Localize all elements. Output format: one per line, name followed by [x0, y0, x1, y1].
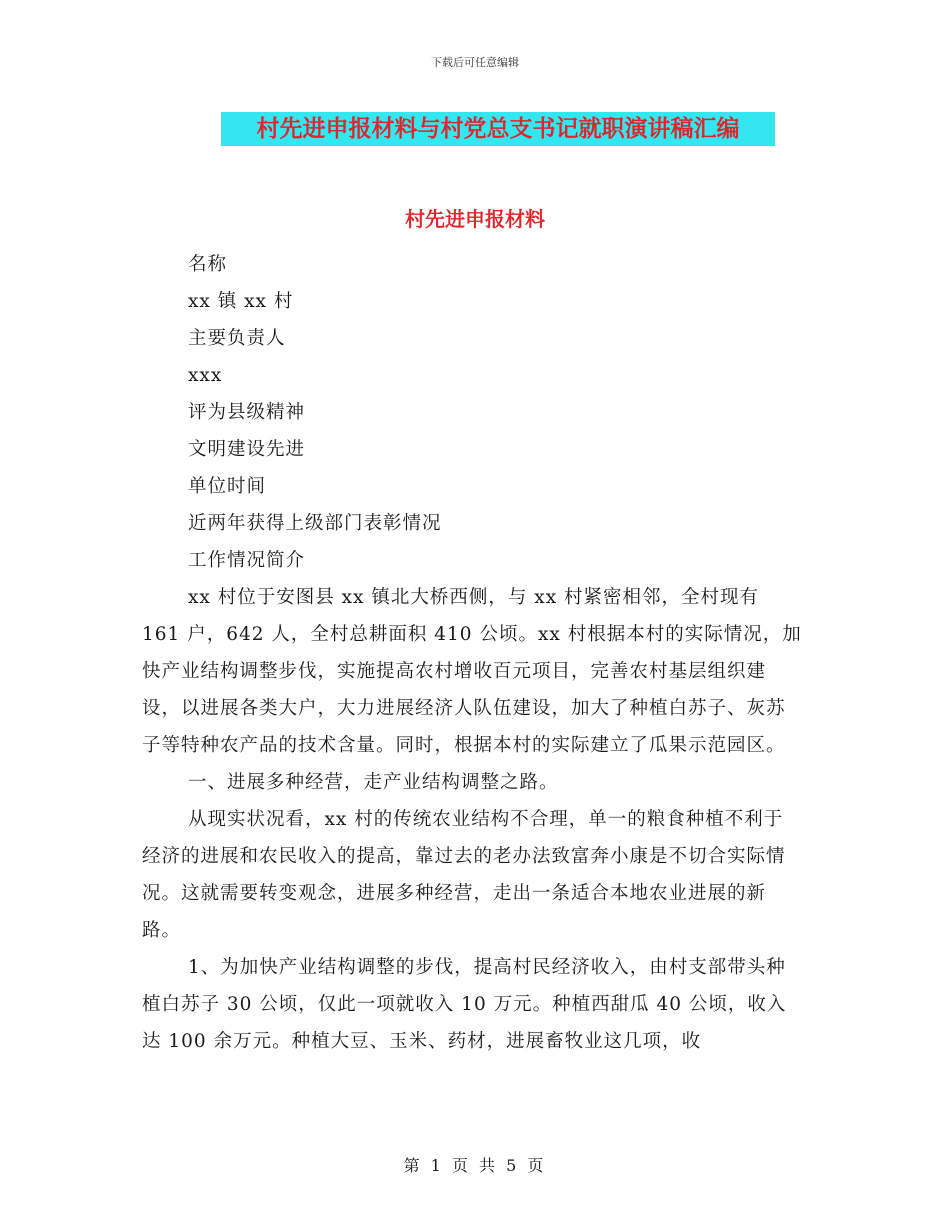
body-paragraph: 1、为加快产业结构调整的步伐，提高村民经济收入，由村支部带头种植白苏子 30 公顷，仅此一项就收入 10 万元。种植西甜瓜 40 公顷，收入达 100 余万元。种植大豆、玉米、药材，进展畜牧业这几项，收: [142, 957, 787, 1052]
section-title: 村先进申报材料: [405, 207, 545, 231]
field-value-name: xx 镇 xx 村: [188, 291, 294, 312]
field-label-name: 名称: [188, 254, 228, 275]
field-label-honor-2: 文明建设先进: [188, 439, 306, 460]
field-value-leader: xxx: [188, 365, 223, 386]
body-paragraph: xx 村位于安图县 xx 镇北大桥西侧，与 xx 村紧密相邻，全村现有 161 户，642 人，全村总耕面积 410 公顷。xx 村根据本村的实际情况，加快产业结构调整步伐，实施提高农村增收百元项目，完善农村基层组织建设，以进展各类大户，大力进展经济人队伍建设，加大了种植白苏子、灰苏子等特种农产品的技术含量。同时，根据本村的实际建立了瓜果示范园区。: [142, 587, 802, 756]
body-heading: 一、进展多种经营，走产业结构调整之路。: [188, 772, 559, 793]
header-note: 下载后可任意编辑: [431, 56, 519, 69]
body-paragraph: 从现实状况看，xx 村的传统农业结构不合理，单一的粮食种植不利于经济的进展和农民收入的提高，靠过去的老办法致富奔小康是不切合实际情况。这就需要转变观念，进展多种经营，走出一条适合本地农业进展的新路。: [142, 809, 786, 941]
document-body: [142, 246, 802, 1060]
field-label-awards: 近两年获得上级部门表彰情况: [188, 513, 442, 534]
page-footer: 第 1 页 共 5 页: [403, 1156, 547, 1175]
field-label-summary: 工作情况简介: [188, 550, 306, 571]
field-label-time: 单位时间: [188, 476, 267, 497]
field-label-leader: 主要负责人: [188, 328, 286, 349]
document-main-title: 村先进申报材料与村党总支书记就职演讲稿汇编: [221, 112, 775, 146]
field-label-honor-1: 评为县级精神: [188, 402, 306, 423]
